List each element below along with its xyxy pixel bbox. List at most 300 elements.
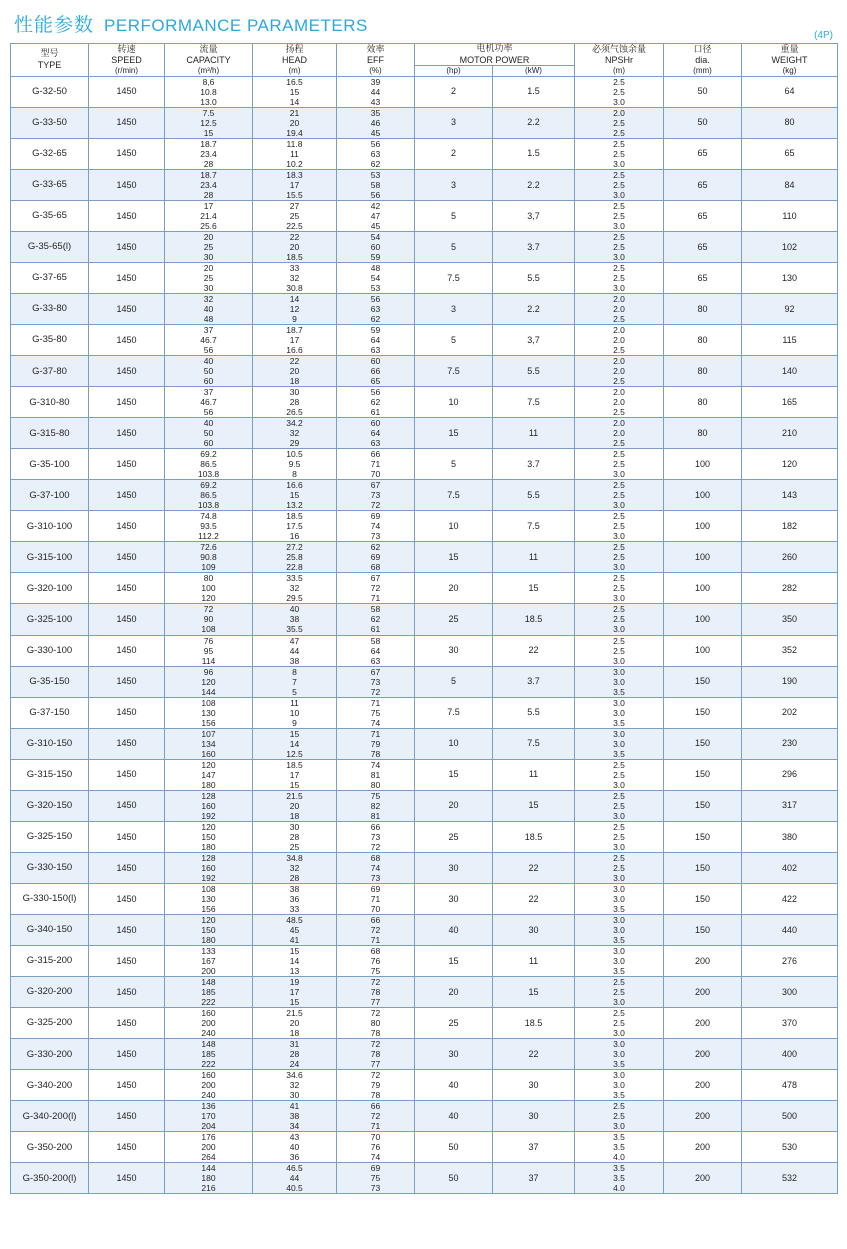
header-head-cn: 扬程 — [285, 44, 304, 55]
cell-capacity-value: 30 — [203, 251, 214, 262]
cell-dia: 200 — [664, 1101, 742, 1132]
cell-capacity-value: 37 — [203, 325, 214, 336]
cell-capacity-value: 86.5 — [200, 459, 217, 470]
cell-head-value: 32 — [289, 272, 300, 283]
cell-eff-value: 64 — [370, 335, 381, 346]
cell-eff-value: 72 — [370, 1008, 381, 1019]
cell-eff-value: 80 — [370, 1018, 381, 1029]
cell-hp: 5 — [415, 325, 493, 356]
cell-capacity-value: 160 — [201, 800, 216, 811]
cell-type: G-33-80 — [11, 293, 89, 324]
cell-head — [253, 697, 337, 728]
cell-head — [253, 573, 337, 604]
cell-dia: 150 — [664, 852, 742, 883]
cell-eff-value: 58 — [370, 635, 381, 646]
cell-head-value: 33 — [289, 262, 300, 273]
cell-hp: 5 — [415, 200, 493, 231]
cell-eff-value: 60 — [370, 356, 381, 367]
cell-eff-value: 70 — [370, 1132, 381, 1143]
cell-capacity-value: 69.2 — [200, 480, 217, 491]
cell-speed: 1450 — [89, 573, 165, 604]
cell-capacity-value: 112.2 — [198, 531, 219, 542]
cell-capacity-value: 160 — [201, 748, 216, 759]
cell-capacity-value: 72 — [203, 604, 214, 615]
cell-head-value: 36 — [289, 893, 300, 904]
cell-eff-value: 77 — [370, 1059, 381, 1070]
cell-npshr-value: 2.5 — [613, 790, 625, 801]
cell-capacity-value: 23.4 — [200, 179, 217, 190]
cell-capacity-value: 21.4 — [200, 210, 217, 221]
cell-head-value: 28 — [289, 397, 300, 408]
table-row — [11, 542, 838, 573]
cell-head-value: 27 — [289, 200, 300, 211]
cell-capacity — [165, 666, 253, 697]
cell-eff-value: 69 — [370, 511, 381, 522]
cell-eff-value: 73 — [370, 676, 381, 687]
cell-head-value: 32 — [289, 862, 300, 873]
cell-eff-value: 56 — [370, 189, 381, 200]
cell-type: G-315-80 — [11, 418, 89, 449]
cell-eff-value: 72 — [370, 1111, 381, 1122]
cell-npshr — [575, 821, 664, 852]
cell-hp: 7.5 — [415, 356, 493, 387]
cell-dia: 200 — [664, 1008, 742, 1039]
cell-head — [253, 759, 337, 790]
cell-npshr — [575, 449, 664, 480]
cell-head-value: 9 — [292, 314, 297, 325]
cell-head — [253, 200, 337, 231]
cell-head-value: 47 — [289, 635, 300, 646]
cell-capacity-value: 148 — [201, 1039, 216, 1050]
cell-kw: 1.5 — [493, 138, 575, 169]
cell-head-value: 45 — [289, 924, 300, 935]
cell-npshr-value: 2.0 — [613, 428, 625, 439]
cell-capacity — [165, 790, 253, 821]
cell-eff — [337, 604, 415, 635]
cell-head-value: 20 — [289, 1018, 300, 1029]
cell-npshr-value: 3.0 — [613, 531, 625, 542]
cell-eff-value: 64 — [370, 428, 381, 439]
cell-npshr-value: 2.5 — [613, 231, 625, 242]
cell-npshr-value: 3.0 — [613, 220, 625, 231]
cell-npshr — [575, 790, 664, 821]
cell-eff — [337, 573, 415, 604]
cell-eff-value: 81 — [370, 769, 381, 780]
cell-npshr-value: 2.0 — [613, 304, 625, 314]
cell-hp: 3 — [415, 293, 493, 324]
cell-weight: 500 — [742, 1101, 838, 1132]
cell-eff-value: 74 — [370, 717, 381, 728]
cell-weight: 370 — [742, 1008, 838, 1039]
cell-npshr — [575, 293, 664, 324]
cell-eff-value: 60 — [370, 418, 381, 429]
cell-eff-value: 71 — [370, 934, 381, 945]
cell-head — [253, 356, 337, 387]
table-row — [11, 511, 838, 542]
cell-head — [253, 635, 337, 666]
cell-npshr-value: 2.5 — [613, 480, 625, 491]
cell-eff — [337, 759, 415, 790]
cell-npshr-value: 3.5 — [613, 717, 625, 728]
cell-head-value: 28 — [289, 831, 300, 842]
table-row — [11, 169, 838, 200]
header-weight-cn: 重量 — [780, 44, 799, 55]
table-header — [11, 44, 838, 77]
cell-head-value: 27.2 — [286, 542, 303, 553]
cell-head-value: 20 — [289, 366, 300, 377]
cell-eff-value: 71 — [370, 593, 381, 604]
cell-hp: 10 — [415, 511, 493, 542]
cell-npshr-value: 2.5 — [613, 635, 625, 646]
cell-head-value: 43 — [289, 1132, 300, 1143]
cell-speed: 1450 — [89, 977, 165, 1008]
cell-capacity-value: 56 — [203, 345, 214, 356]
cell-capacity-value: 134 — [201, 738, 216, 749]
cell-eff — [337, 169, 415, 200]
cell-capacity-value: 120 — [201, 676, 216, 687]
cell-capacity-value: 185 — [201, 987, 216, 998]
cell-capacity-value: 18.7 — [200, 138, 217, 149]
cell-npshr-value: 2.5 — [613, 583, 625, 594]
cell-head-value: 19 — [289, 977, 300, 988]
cell-head-value: 22 — [289, 356, 300, 367]
cell-head-value: 25 — [289, 210, 300, 221]
cell-npshr-value: 3.5 — [613, 903, 625, 914]
cell-capacity-value: 156 — [201, 717, 216, 728]
cell-npshr — [575, 666, 664, 697]
cell-weight: 317 — [742, 790, 838, 821]
cell-hp: 30 — [415, 852, 493, 883]
cell-capacity — [165, 759, 253, 790]
cell-capacity-value: 48 — [203, 314, 214, 325]
cell-eff-value: 53 — [370, 282, 381, 293]
cell-head-value: 44 — [289, 1173, 300, 1184]
cell-capacity-value: 204 — [201, 1121, 216, 1132]
cell-head-value: 18.7 — [286, 325, 303, 336]
header-npshr-unit: (m) — [613, 65, 625, 75]
cell-type: G-350-200(l) — [11, 1163, 89, 1194]
cell-kw: 15 — [493, 790, 575, 821]
cell-capacity-value: 18.7 — [200, 169, 217, 180]
cell-npshr-value: 2.0 — [613, 366, 625, 377]
cell-head-value: 30.8 — [286, 282, 303, 293]
cell-capacity-value: 25 — [203, 241, 214, 252]
cell-capacity — [165, 418, 253, 449]
cell-capacity-value: 60 — [203, 376, 214, 387]
cell-eff — [337, 821, 415, 852]
cell-hp: 7.5 — [415, 697, 493, 728]
cell-head-value: 33 — [289, 903, 300, 914]
cell-capacity — [165, 480, 253, 511]
cell-eff-value: 73 — [370, 872, 381, 883]
header-speed — [89, 44, 165, 77]
cell-eff-value: 68 — [370, 945, 381, 956]
cell-capacity — [165, 604, 253, 635]
cell-kw: 15 — [493, 573, 575, 604]
cell-npshr — [575, 697, 664, 728]
cell-eff-value: 63 — [370, 438, 381, 449]
cell-npshr-value: 3.5 — [613, 1132, 625, 1143]
cell-head-value: 10.5 — [286, 449, 303, 460]
cell-capacity — [165, 231, 253, 262]
header-npshr — [575, 44, 664, 77]
header-npshr-cn: 必须气蚀余量 — [591, 44, 646, 55]
header-speed-cn: 转速 — [117, 44, 136, 55]
cell-head-value: 14 — [289, 738, 300, 749]
cell-speed: 1450 — [89, 107, 165, 138]
cell-weight: 110 — [742, 200, 838, 231]
cell-kw: 3.7 — [493, 231, 575, 262]
cell-capacity-value: 8,6 — [202, 76, 215, 87]
cell-eff-value: 63 — [370, 655, 381, 666]
cell-head-value: 20 — [289, 117, 300, 128]
cell-hp: 25 — [415, 1008, 493, 1039]
cell-hp: 10 — [415, 387, 493, 418]
cell-head-value: 17 — [289, 769, 300, 780]
cell-capacity-value: 222 — [201, 997, 216, 1008]
cell-npshr-value: 2.0 — [613, 418, 625, 429]
cell-speed: 1450 — [89, 790, 165, 821]
cell-eff-value: 71 — [370, 697, 381, 708]
cell-capacity-value: 167 — [201, 955, 216, 966]
cell-type: G-32-65 — [11, 138, 89, 169]
cell-npshr-value: 2.0 — [613, 356, 625, 367]
cell-type: G-330-200 — [11, 1039, 89, 1070]
cell-eff-value: 65 — [370, 376, 381, 387]
cell-speed: 1450 — [89, 138, 165, 169]
cell-weight: 300 — [742, 977, 838, 1008]
cell-speed: 1450 — [89, 387, 165, 418]
cell-capacity-value: 200 — [201, 1142, 216, 1153]
cell-type: G-330-100 — [11, 635, 89, 666]
cell-kw: 11 — [493, 542, 575, 573]
cell-speed: 1450 — [89, 852, 165, 883]
cell-weight: 260 — [742, 542, 838, 573]
cell-capacity-value: 32 — [203, 293, 214, 304]
cell-kw: 11 — [493, 418, 575, 449]
cell-eff-value: 66 — [370, 449, 381, 460]
cell-speed: 1450 — [89, 1070, 165, 1101]
cell-capacity-value: 15 — [203, 127, 214, 138]
cell-kw: 3,7 — [493, 325, 575, 356]
cell-npshr-value: 3.5 — [613, 748, 625, 759]
cell-head — [253, 107, 337, 138]
cell-weight: 282 — [742, 573, 838, 604]
cell-npshr-value: 2.5 — [613, 821, 625, 832]
cell-kw: 7.5 — [493, 511, 575, 542]
cell-type: G-37-150 — [11, 697, 89, 728]
table-row — [11, 790, 838, 821]
cell-dia: 150 — [664, 914, 742, 945]
cell-head-value: 18.3 — [286, 169, 303, 180]
cell-npshr — [575, 573, 664, 604]
cell-weight: 140 — [742, 356, 838, 387]
cell-npshr — [575, 138, 664, 169]
cell-capacity-value: 72.6 — [200, 542, 217, 553]
cell-npshr — [575, 914, 664, 945]
cell-eff-value: 73 — [370, 831, 381, 842]
cell-head-value: 30 — [289, 387, 300, 398]
header-weight-en: WEIGHT — [771, 55, 808, 66]
cell-head-value: 8 — [292, 666, 297, 677]
cell-npshr — [575, 200, 664, 231]
cell-capacity-value: 128 — [201, 790, 216, 801]
cell-capacity — [165, 325, 253, 356]
cell-capacity-value: 50 — [203, 428, 214, 439]
cell-eff-value: 72 — [370, 1070, 381, 1081]
cell-eff-value: 78 — [370, 987, 381, 998]
cell-eff-value: 73 — [370, 1183, 381, 1194]
cell-capacity-value: 180 — [201, 1173, 216, 1184]
cell-eff — [337, 666, 415, 697]
cell-capacity — [165, 1101, 253, 1132]
table-row — [11, 728, 838, 759]
cell-npshr-value: 2.5 — [613, 345, 625, 356]
cell-capacity-value: 128 — [201, 852, 216, 863]
cell-dia: 80 — [664, 418, 742, 449]
cell-npshr — [575, 231, 664, 262]
cell-weight: 530 — [742, 1132, 838, 1163]
cell-npshr — [575, 977, 664, 1008]
cell-eff — [337, 790, 415, 821]
cell-weight: 422 — [742, 883, 838, 914]
cell-capacity-value: 90.8 — [200, 552, 217, 563]
cell-kw: 3.7 — [493, 449, 575, 480]
cell-head-value: 7 — [292, 676, 297, 687]
cell-capacity — [165, 387, 253, 418]
cell-kw: 22 — [493, 1039, 575, 1070]
cell-kw: 37 — [493, 1163, 575, 1194]
table-row — [11, 635, 838, 666]
cell-speed: 1450 — [89, 293, 165, 324]
cell-eff-value: 62 — [370, 314, 381, 325]
cell-npshr — [575, 325, 664, 356]
cell-capacity-value: 107 — [201, 728, 216, 739]
cell-speed: 1450 — [89, 418, 165, 449]
cell-eff — [337, 138, 415, 169]
cell-npshr-value: 3.0 — [613, 593, 625, 604]
cell-hp: 15 — [415, 945, 493, 976]
cell-kw: 7.5 — [493, 728, 575, 759]
cell-eff-value: 79 — [370, 1080, 381, 1091]
cell-head-value: 40 — [289, 1142, 300, 1153]
cell-npshr-value: 3.0 — [613, 96, 625, 107]
cell-kw: 30 — [493, 1101, 575, 1132]
cell-eff-value: 54 — [370, 272, 381, 283]
cell-capacity-value: 40 — [203, 418, 214, 429]
cell-npshr-value: 3.5 — [613, 1142, 625, 1153]
cell-eff — [337, 449, 415, 480]
cell-npshr-value: 3.0 — [613, 1080, 625, 1091]
cell-npshr — [575, 356, 664, 387]
cell-capacity — [165, 573, 253, 604]
cell-dia: 150 — [664, 759, 742, 790]
cell-type: G-315-150 — [11, 759, 89, 790]
cell-eff-value: 68 — [370, 852, 381, 863]
cell-eff-value: 75 — [370, 1173, 381, 1184]
table-row — [11, 945, 838, 976]
cell-eff — [337, 107, 415, 138]
cell-capacity-value: 60 — [203, 438, 214, 449]
cell-capacity-value: 108 — [201, 624, 216, 635]
cell-weight: 182 — [742, 511, 838, 542]
cell-npshr-value: 2.5 — [613, 1018, 625, 1029]
cell-capacity — [165, 728, 253, 759]
cell-head-value: 15 — [289, 86, 300, 97]
cell-dia: 50 — [664, 107, 742, 138]
cell-eff-value: 71 — [370, 728, 381, 739]
cell-dia: 150 — [664, 697, 742, 728]
cell-eff-value: 72 — [370, 583, 381, 594]
cell-dia: 65 — [664, 200, 742, 231]
cell-npshr-value: 3.0 — [613, 945, 625, 956]
cell-head-value: 32 — [289, 583, 300, 594]
cell-type: G-320-200 — [11, 977, 89, 1008]
cell-capacity-value: 13.0 — [200, 96, 217, 107]
cell-npshr-value: 3.0 — [613, 738, 625, 749]
cell-kw: 18.5 — [493, 821, 575, 852]
cell-head — [253, 852, 337, 883]
cell-eff-value: 74 — [370, 759, 381, 770]
table-row — [11, 759, 838, 790]
cell-head-value: 36 — [289, 1152, 300, 1163]
cell-head-value: 29 — [289, 438, 300, 449]
cell-head-value: 40 — [289, 604, 300, 615]
cell-dia: 100 — [664, 511, 742, 542]
cell-head-value: 30 — [289, 821, 300, 832]
cell-npshr-value: 2.5 — [613, 138, 625, 149]
cell-hp: 15 — [415, 759, 493, 790]
cell-npshr — [575, 76, 664, 107]
cell-speed: 1450 — [89, 511, 165, 542]
header-eff-en: EFF — [367, 55, 384, 66]
cell-head-value: 40.5 — [286, 1183, 303, 1194]
cell-capacity — [165, 635, 253, 666]
cell-head — [253, 76, 337, 107]
cell-capacity-value: 147 — [201, 769, 216, 780]
cell-npshr-value: 2.5 — [613, 376, 625, 387]
cell-eff-value: 72 — [370, 686, 381, 697]
cell-capacity-value: 160 — [201, 1070, 216, 1081]
cell-npshr-value: 3.0 — [613, 872, 625, 883]
cell-eff-value: 62 — [370, 397, 381, 408]
page-title — [10, 8, 837, 43]
cell-weight: 80 — [742, 107, 838, 138]
cell-eff — [337, 511, 415, 542]
cell-npshr-value: 4.0 — [613, 1152, 625, 1163]
cell-eff-value: 75 — [370, 790, 381, 801]
header-capacity — [165, 44, 253, 77]
header-eff-unit: (%) — [369, 65, 382, 75]
cell-head-value: 34.8 — [286, 852, 303, 863]
cell-npshr-value: 2.0 — [613, 107, 625, 118]
cell-speed: 1450 — [89, 356, 165, 387]
cell-head-value: 30 — [289, 1090, 300, 1101]
cell-kw: 5.5 — [493, 262, 575, 293]
cell-weight: 115 — [742, 325, 838, 356]
header-eff-cn: 效率 — [366, 44, 385, 55]
cell-capacity-value: 222 — [201, 1059, 216, 1070]
cell-npshr-value: 2.5 — [613, 552, 625, 563]
cell-type: G-325-200 — [11, 1008, 89, 1039]
cell-type: G-35-150 — [11, 666, 89, 697]
cell-speed: 1450 — [89, 542, 165, 573]
cell-head-value: 28 — [289, 872, 300, 883]
cell-weight: 143 — [742, 480, 838, 511]
cell-type: G-340-200(l) — [11, 1101, 89, 1132]
cell-capacity — [165, 1008, 253, 1039]
cell-head — [253, 418, 337, 449]
